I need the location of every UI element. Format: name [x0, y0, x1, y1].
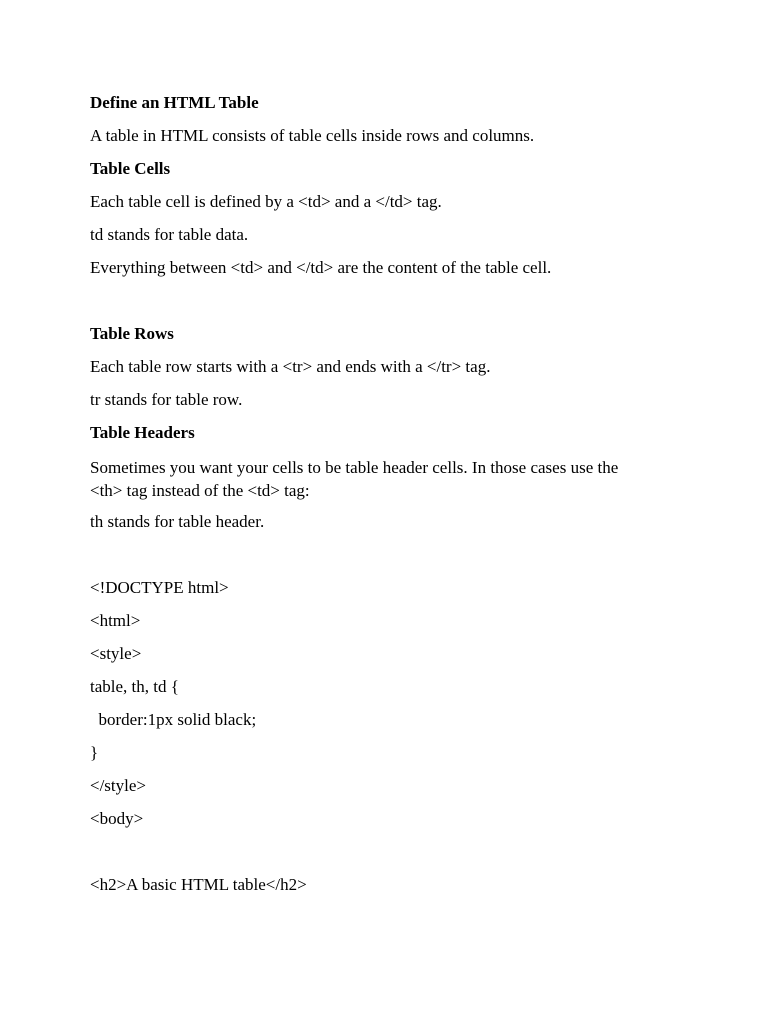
- rows-text-1: Each table row starts with a <tr> and ends with a </tr> tag.: [90, 357, 491, 376]
- cells-text-1: Each table cell is defined by a <td> and a </td> tag.: [90, 192, 442, 211]
- heading-table-rows: Table Rows: [90, 324, 174, 343]
- cells-text-2: td stands for table data.: [90, 225, 249, 244]
- code-line-h2: <h2>A basic HTML table</h2>: [90, 875, 307, 894]
- heading-define-table: Define an HTML Table: [90, 93, 259, 112]
- code-line: table, th, td {: [90, 677, 179, 696]
- code-line: <style>: [90, 644, 142, 663]
- spacer: [90, 291, 630, 311]
- code-line: }: [90, 743, 99, 762]
- spacer: [90, 545, 630, 565]
- rows-text-2: tr stands for table row.: [90, 390, 243, 409]
- code-line: <html>: [90, 611, 141, 630]
- intro-text: A table in HTML consists of table cells inside rows and columns.: [90, 126, 535, 145]
- heading-table-headers: Table Headers: [90, 423, 195, 442]
- document-page: [90, 93, 630, 908]
- headers-paragraph: Sometimes you want your cells to be table header cells. In those cases use the <th> tag instead of the <td> tag:: [90, 458, 619, 500]
- code-line: </style>: [90, 776, 147, 795]
- code-line: border:1px solid black;: [90, 710, 257, 729]
- spacer: [90, 842, 630, 862]
- code-line: <body>: [90, 809, 144, 828]
- headers-text-2: th stands for table header.: [90, 512, 265, 531]
- code-line: <!DOCTYPE html>: [90, 578, 229, 597]
- cells-text-3: Everything between <td> and </td> are the content of the table cell.: [90, 258, 552, 277]
- heading-table-cells: Table Cells: [90, 159, 171, 178]
